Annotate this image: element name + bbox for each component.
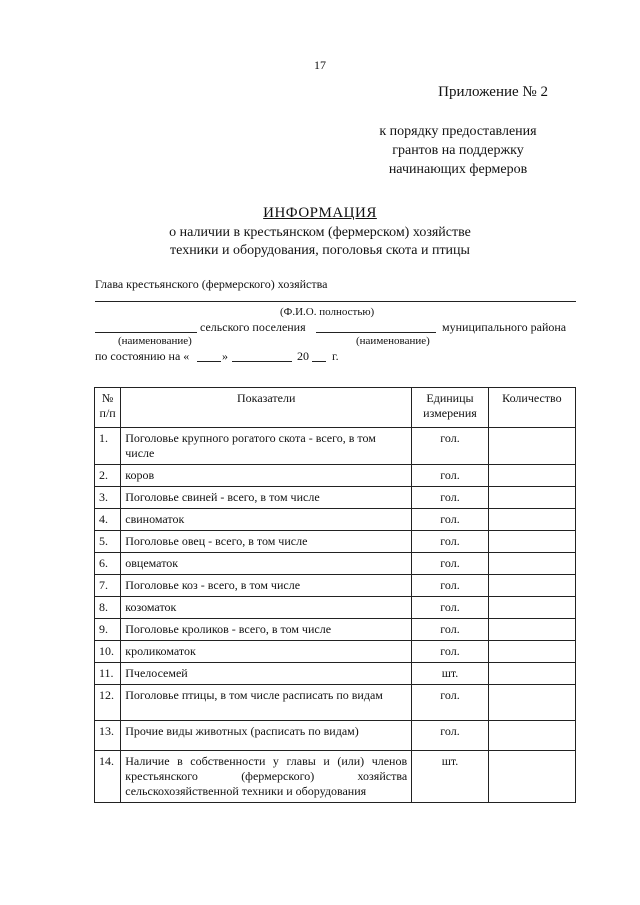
- table-row: [95, 685, 576, 721]
- row-quantity[interactable]: [488, 721, 575, 751]
- row-unit: гол.: [412, 685, 489, 721]
- row-indicator: свиноматок: [121, 509, 412, 531]
- table-row: [95, 553, 576, 575]
- row-unit: гол.: [412, 509, 489, 531]
- row-unit: гол.: [412, 553, 489, 575]
- row-num: 14.: [95, 751, 121, 803]
- row-quantity[interactable]: [488, 575, 575, 597]
- row-indicator: Пчелосемей: [121, 663, 412, 685]
- row-unit: гол.: [412, 487, 489, 509]
- row-quantity[interactable]: [488, 641, 575, 663]
- table-row: [95, 619, 576, 641]
- month-blank[interactable]: [232, 361, 292, 362]
- row-num: 1.: [95, 428, 121, 465]
- table-row: [95, 641, 576, 663]
- row-indicator: овцематок: [121, 553, 412, 575]
- fio-blank-line[interactable]: [95, 301, 576, 302]
- row-indicator: Поголовье свиней - всего, в том числе: [121, 487, 412, 509]
- header-indicator: Показатели: [121, 388, 412, 428]
- table-row: [95, 575, 576, 597]
- header-num: № п/п: [95, 388, 121, 428]
- page-number: 17: [314, 58, 326, 72]
- row-indicator: Поголовье коз - всего, в том числе: [121, 575, 412, 597]
- row-indicator: кроликоматок: [121, 641, 412, 663]
- header-unit: Единицы измерения: [412, 388, 489, 428]
- table-row: [95, 509, 576, 531]
- row-num: 7.: [95, 575, 121, 597]
- row-quantity[interactable]: [488, 553, 575, 575]
- district-name-blank[interactable]: [316, 332, 436, 333]
- row-num: 8.: [95, 597, 121, 619]
- appendix-title: Приложение № 2: [438, 84, 548, 100]
- fio-caption: (Ф.И.О. полностью): [280, 306, 375, 318]
- appendix-subtitle-line: начинающих фермеров: [388, 162, 528, 177]
- row-num: 10.: [95, 641, 121, 663]
- document-title: ИНФОРМАЦИЯ: [263, 205, 377, 221]
- table-row: [95, 751, 576, 803]
- row-indicator: Поголовье кроликов - всего, в том числе: [121, 619, 412, 641]
- municipal-district-label: муниципального района: [442, 320, 567, 334]
- table-row: [95, 721, 576, 751]
- row-indicator: Прочие виды животных (расписать по видам): [121, 721, 412, 751]
- as-of-suffix: г.: [332, 349, 339, 363]
- row-unit: гол.: [412, 721, 489, 751]
- row-unit: гол.: [412, 641, 489, 663]
- day-blank[interactable]: [197, 361, 221, 362]
- table-row: [95, 531, 576, 553]
- row-indicator: коров: [121, 465, 412, 487]
- appendix-subtitle-line: к порядку предоставления: [379, 124, 537, 139]
- header-quantity: Количество: [488, 388, 575, 428]
- table-row: [95, 487, 576, 509]
- row-quantity[interactable]: [488, 597, 575, 619]
- data-table: [94, 387, 576, 803]
- row-indicator: Поголовье крупного рогатого скота - всего, в том числе: [121, 428, 412, 465]
- row-unit: гол.: [412, 428, 489, 465]
- row-indicator: Поголовье птицы, в том числе расписать по видам: [121, 685, 412, 721]
- row-num: 9.: [95, 619, 121, 641]
- subtitle-line-2: техники и оборудования, поголовья скота и птицы: [170, 243, 470, 258]
- document-subtitle: [0, 224, 640, 260]
- row-num: 6.: [95, 553, 121, 575]
- as-of-prefix: по состоянию на «: [95, 349, 190, 363]
- row-quantity[interactable]: [488, 487, 575, 509]
- as-of-quote: »: [222, 349, 228, 363]
- rural-settlement-label: сельского поселения: [200, 320, 306, 334]
- appendix-subtitle-line: грантов на поддержку: [392, 143, 524, 158]
- row-num: 3.: [95, 487, 121, 509]
- row-indicator: Наличие в собственности у главы и (или) членов крестьянского (фермерского) хозяйства сельскохозяйственной техники и оборудования: [121, 751, 412, 803]
- row-num: 4.: [95, 509, 121, 531]
- appendix-subtitle: [338, 122, 578, 179]
- row-quantity[interactable]: [488, 428, 575, 465]
- row-num: 5.: [95, 531, 121, 553]
- row-indicator: козоматок: [121, 597, 412, 619]
- table-row: [95, 597, 576, 619]
- row-num: 12.: [95, 685, 121, 721]
- row-unit: гол.: [412, 531, 489, 553]
- year-prefix: 20: [297, 349, 309, 363]
- row-unit: шт.: [412, 663, 489, 685]
- settlement-name-blank[interactable]: [95, 332, 197, 333]
- row-num: 13.: [95, 721, 121, 751]
- table-header-row: [95, 388, 576, 428]
- row-quantity[interactable]: [488, 509, 575, 531]
- head-label: Глава крестьянского (фермерского) хозяйства: [95, 277, 328, 291]
- row-unit: гол.: [412, 465, 489, 487]
- row-unit: гол.: [412, 575, 489, 597]
- year-blank[interactable]: [312, 361, 326, 362]
- name-caption-right: (наименование): [356, 335, 430, 347]
- subtitle-line-1: о наличии в крестьянском (фермерском) хозяйстве: [169, 225, 471, 240]
- row-quantity[interactable]: [488, 465, 575, 487]
- row-quantity[interactable]: [488, 751, 575, 803]
- name-caption-left: (наименование): [118, 335, 192, 347]
- row-quantity[interactable]: [488, 663, 575, 685]
- row-unit: гол.: [412, 619, 489, 641]
- table-row: [95, 428, 576, 465]
- table-row: [95, 663, 576, 685]
- row-num: 11.: [95, 663, 121, 685]
- row-indicator: Поголовье овец - всего, в том числе: [121, 531, 412, 553]
- row-unit: шт.: [412, 751, 489, 803]
- table-row: [95, 465, 576, 487]
- row-unit: гол.: [412, 597, 489, 619]
- row-quantity[interactable]: [488, 685, 575, 721]
- row-quantity[interactable]: [488, 531, 575, 553]
- row-quantity[interactable]: [488, 619, 575, 641]
- row-num: 2.: [95, 465, 121, 487]
